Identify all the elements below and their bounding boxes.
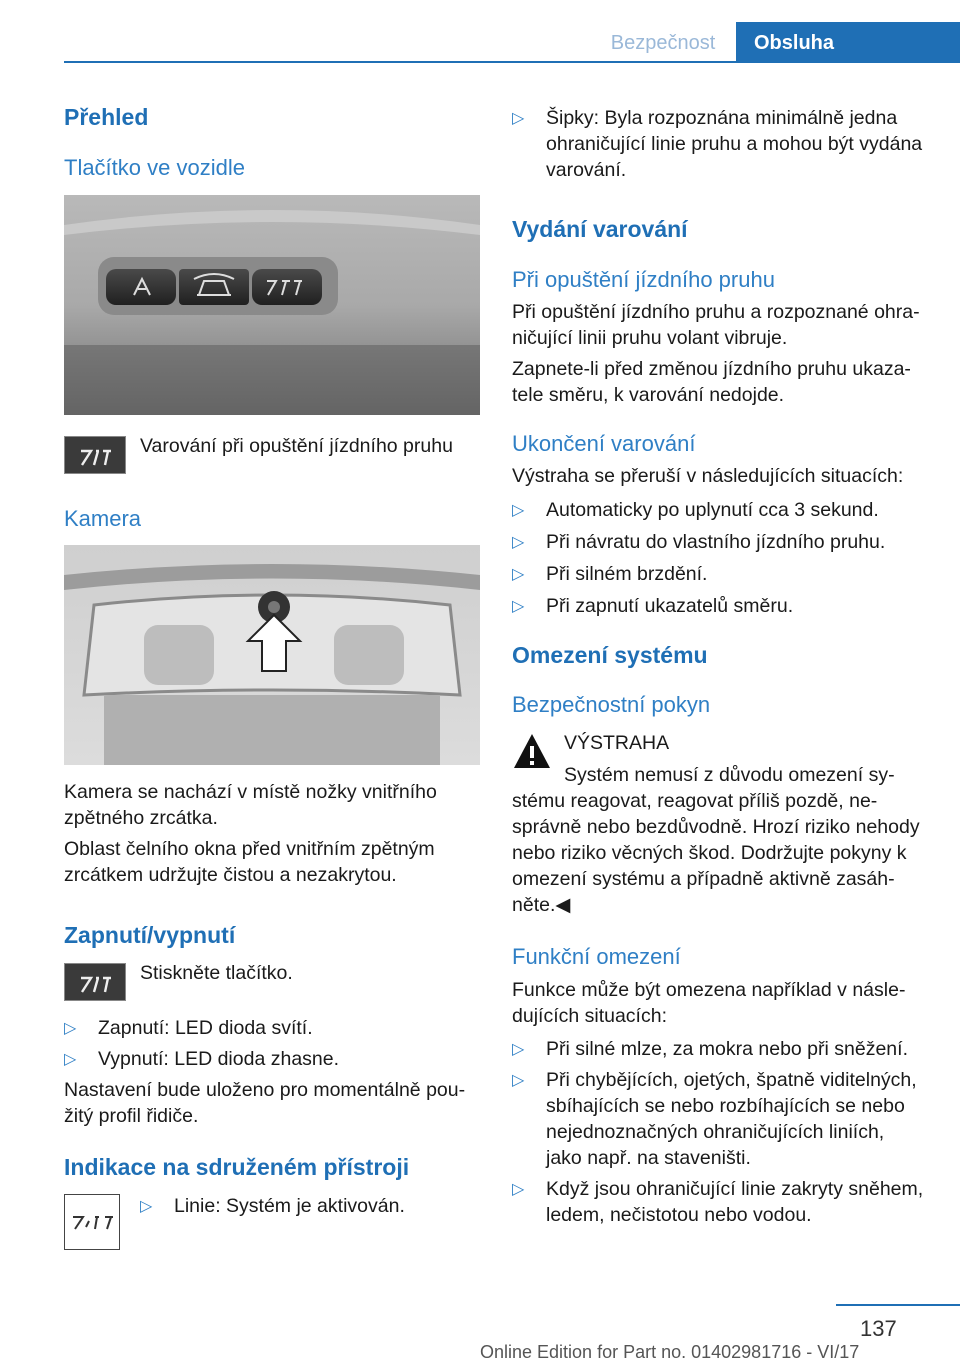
- onoff-caption: Stiskněte tlačítko.: [140, 962, 293, 984]
- camera-text-line: Oblast čelního okna před vnitřním zpětným: [64, 838, 435, 860]
- bullet-triangle-icon: ▷: [512, 566, 525, 583]
- list-item-continuation: ledem, nečistotou nebo vodou.: [546, 1204, 812, 1226]
- subsection-title-function: Funkční omezení: [512, 944, 681, 969]
- profile-text-line: žitý profil řidiče.: [64, 1105, 199, 1127]
- section-title-cluster: Indikace na sdruženém přístroji: [64, 1154, 410, 1180]
- list-item-continuation: jako např. na staveništi.: [546, 1147, 751, 1169]
- warning-text-line: nebo riziko věcných škod. Dodržujte pokyny k: [512, 842, 907, 864]
- lane-warning-button-icon: [64, 963, 126, 1001]
- warning-triangle-icon: [512, 732, 552, 770]
- list-item-continuation: ohraničující linie pruhu a mohou být vydána: [546, 133, 923, 155]
- camera-location-photo: [64, 545, 480, 765]
- function-text-line: Funkce může být omezena například v násle‐: [512, 979, 906, 1001]
- button-caption: Varování při opuštění jízdního pruhu: [140, 435, 453, 457]
- subsection-title-safety: Bezpečnostní pokyn: [512, 692, 711, 717]
- header-tab-bezpecnost[interactable]: Bezpečnost: [610, 32, 716, 54]
- bullet-triangle-icon: ▷: [140, 1198, 153, 1215]
- leaving-text-line: Zapnete-li před změnou jízdního pruhu ukaza‐: [512, 358, 911, 380]
- bullet-triangle-icon: ▷: [512, 598, 525, 615]
- section-title-limits: Omezení systému: [512, 642, 708, 668]
- camera-text-line: zrcátkem udržujte čistou a nezakrytou.: [64, 864, 397, 886]
- camera-text-line: Kamera se nachází v místě nožky vnitřního: [64, 781, 437, 803]
- bullet-triangle-icon: ▷: [512, 1072, 525, 1089]
- bullet-triangle-icon: ▷: [512, 1181, 525, 1198]
- warning-text-line: omezení systému a případně aktivně zasáh‐: [512, 868, 895, 890]
- subsection-title-button: Tlačítko ve vozidle: [64, 155, 245, 180]
- warning-text-line: něte.◀: [512, 894, 571, 916]
- edition-footer: Online Edition for Part no. 01402981716 - VI/17: [480, 1342, 860, 1362]
- button-panel-photo: [64, 195, 480, 415]
- list-item-continuation: sbíhajících se nebo rozbíhajících se nebo: [546, 1095, 905, 1117]
- warning-text-line: správně nebo bezdůvodně. Hrozí riziko nehody: [512, 816, 920, 838]
- warning-label: VÝSTRAHA: [564, 732, 670, 754]
- subsection-title-end: Ukončení varování: [512, 431, 696, 456]
- end-intro: Výstraha se přeruší v následujících situacích:: [512, 465, 904, 487]
- leaving-text-line: Při opuštění jízdního pruhu a rozpoznané ohra‐: [512, 301, 920, 323]
- cluster-lines-icon: [64, 1194, 120, 1250]
- bullet-triangle-icon: ▷: [64, 1020, 77, 1037]
- bullet-triangle-icon: ▷: [512, 1041, 525, 1058]
- camera-text-line: zpětného zrcátka.: [64, 807, 218, 829]
- leaving-text-line: ničující linii pruhu volant vibruje.: [512, 327, 788, 349]
- bullet-triangle-icon: ▷: [512, 502, 525, 519]
- footer-rule: [836, 1304, 960, 1306]
- subsection-title-leaving: Při opuštění jízdního pruhu: [512, 267, 775, 292]
- section-title-onoff: Zapnutí/vypnutí: [64, 922, 236, 948]
- header-rule: [64, 61, 960, 63]
- bullet-triangle-icon: ▷: [64, 1051, 77, 1068]
- list-item-continuation: varování.: [546, 159, 627, 181]
- list-item-continuation: nejednoznačných ohraničujících liniích,: [546, 1121, 885, 1143]
- bullet-triangle-icon: ▷: [512, 110, 525, 127]
- section-title-overview: Přehled: [64, 104, 149, 130]
- function-text-line: dujících situacích:: [512, 1005, 667, 1027]
- warning-text-line: stému reagovat, reagovat příliš pozdě, ne‐: [512, 790, 878, 812]
- subsection-title-camera: Kamera: [64, 506, 142, 531]
- profile-text-line: Nastavení bude uloženo pro momentálně pou‐: [64, 1079, 466, 1101]
- lane-warning-button-icon: [64, 436, 126, 474]
- header-tab-obsluha[interactable]: Obsluha: [736, 22, 960, 62]
- bullet-triangle-icon: ▷: [512, 534, 525, 551]
- leaving-text-line: tele směru, k varování nedojde.: [512, 384, 785, 406]
- page-number: 137: [860, 1316, 897, 1341]
- section-title-warning: Vydání varování: [512, 216, 688, 242]
- warning-text-line: Systém nemusí z důvodu omezení sy‐: [564, 764, 895, 786]
